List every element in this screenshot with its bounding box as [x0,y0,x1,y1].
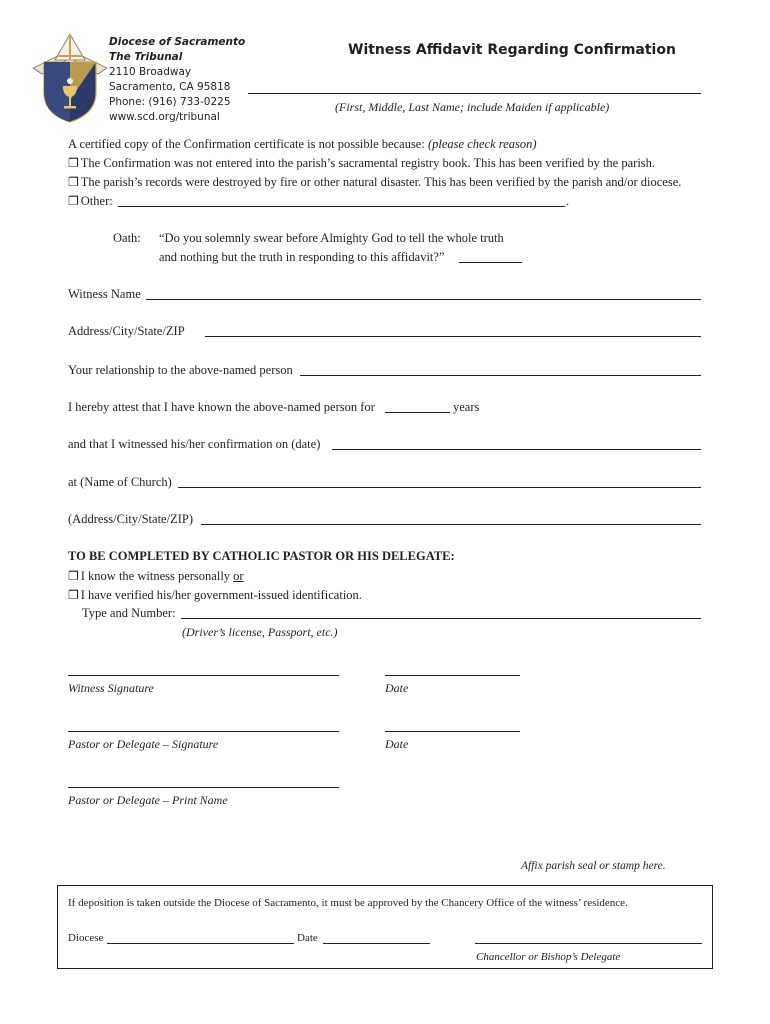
years-label: years [453,400,480,414]
relationship-label: Your relationship to the above-named person [68,363,293,377]
confirmation-date-field[interactable] [332,449,701,450]
other-reason-period: . [566,194,570,208]
pastor-option-verified-id: ❒ I have verified his/her government-issued identification. [68,588,362,602]
oath-label: Oath: [113,231,141,245]
checkbox[interactable]: ❒ [68,569,79,583]
address-label: Address/City/State/ZIP [68,324,185,338]
person-name-field[interactable] [248,93,701,94]
reason-option-destroyed: ❒ The parish’s records were destroyed by fire or other natural disaster. This has been verified by the parish and/or diocese. [68,175,682,189]
known-years-label: I hereby attest that I have known the above-named person for [68,400,375,414]
witness-date-label: Date [385,681,409,695]
confirmation-date-label: and that I witnessed his/her confirmation on (date) [68,437,321,451]
pastor-date-field[interactable] [385,731,520,732]
church-name-field[interactable] [178,487,701,488]
reason-intro: A certified copy of the Confirmation certificate is not possible because: (please check reason) [68,137,537,151]
org-name: Diocese of Sacramento [109,36,246,48]
witness-signature-label: Witness Signature [68,681,154,695]
witness-name-label: Witness Name [68,287,141,301]
deposition-date-label: Date [297,932,318,944]
id-type-label: Type and Number: [82,606,176,620]
checkbox[interactable]: ❒ [68,175,79,189]
address-city: Sacramento, CA 95818 [109,81,231,93]
oath-response-field[interactable] [459,262,522,263]
website: www.scd.org/tribunal [109,111,220,123]
checkbox[interactable]: ❒ [68,156,79,170]
diocese-field[interactable] [107,943,294,944]
diocese-label: Diocese [68,932,104,944]
church-address-label: (Address/City/State/ZIP) [68,512,193,526]
pastor-option-personal: ❒ I know the witness personally or [68,569,244,583]
deposition-note: If deposition is taken outside the Diocese of Sacramento, it must be approved by the Chancery Office of the witness’ residence. [68,897,628,909]
address-field[interactable] [205,336,701,337]
pastor-print-name-label: Pastor or Delegate – Print Name [68,793,228,807]
seal-note: Affix parish seal or stamp here. [521,860,666,872]
oath-line-2: and nothing but the truth in responding to this affidavit?” [159,250,445,264]
witness-signature-field[interactable] [68,675,339,676]
pastor-section-heading: TO BE COMPLETED BY CATHOLIC PASTOR OR HIS DELEGATE: [68,549,455,563]
checkbox[interactable]: ❒ [68,588,79,602]
page-title: Witness Affidavit Regarding Confirmation [348,42,676,58]
pastor-signature-field[interactable] [68,731,339,732]
id-type-field[interactable] [181,618,701,619]
church-address-field[interactable] [201,524,701,525]
id-type-caption: (Driver’s license, Passport, etc.) [182,625,338,639]
church-name-label: at (Name of Church) [68,475,172,489]
address-street: 2110 Broadway [109,66,192,78]
deposition-date-field[interactable] [323,943,430,944]
chancellor-label: Chancellor or Bishop’s Delegate [476,951,621,963]
pastor-print-name-field[interactable] [68,787,339,788]
relationship-field[interactable] [300,375,701,376]
pastor-signature-label: Pastor or Delegate – Signature [68,737,219,751]
checkbox[interactable]: ❒ [68,194,79,208]
or-label: or [233,569,244,583]
org-department: The Tribunal [109,51,183,63]
chancellor-signature-field[interactable] [475,943,702,944]
witness-name-field[interactable] [146,299,701,300]
witness-date-field[interactable] [385,675,520,676]
other-reason-field[interactable] [118,206,565,207]
phone-number: Phone: (916) 733-0225 [109,96,231,108]
diocese-crest-logo [30,30,110,125]
pastor-date-label: Date [385,737,409,751]
reason-option-not-entered: ❒ The Confirmation was not entered into the parish’s sacramental registry book. This has been verified by the parish. [68,156,656,170]
reason-option-other: ❒ Other: [68,194,113,208]
known-years-field[interactable] [385,412,450,413]
diocese-header [109,35,245,125]
oath-line-1: “Do you solemnly swear before Almighty God to tell the whole truth [159,231,504,245]
reason-intro-note: (please check reason) [427,137,537,151]
person-name-caption: (First, Middle, Last Name; include Maiden if applicable) [335,100,610,114]
